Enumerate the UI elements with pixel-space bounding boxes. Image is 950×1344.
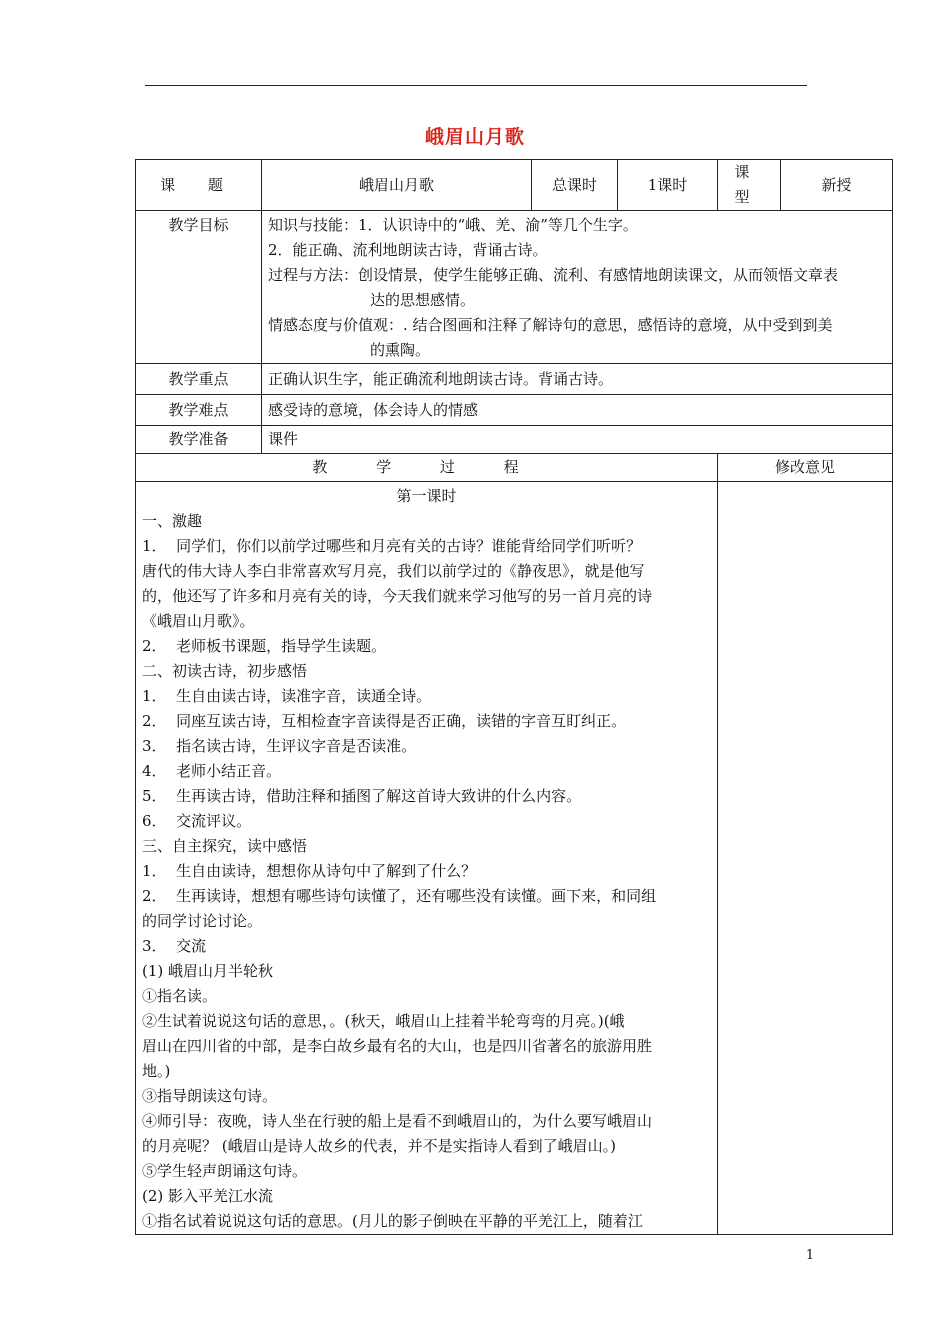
- document-title: 峨眉山月歌: [424, 126, 525, 148]
- objectives-row: [136, 211, 893, 364]
- process-line: 三、自主探究，读中感悟: [142, 837, 308, 855]
- preparation-row: [136, 426, 893, 454]
- type-label: 课 型: [718, 160, 781, 211]
- process-line: ③指导朗读这句诗。: [142, 1087, 278, 1105]
- process-line: 3． 交流: [142, 937, 207, 955]
- difficulty-row: [136, 395, 893, 426]
- process-line: ①指名读。: [142, 987, 218, 1005]
- process-line: ①指名试着说说这句话的意思。(月儿的影子倒映在平静的平羌江上，随着江: [142, 1212, 643, 1230]
- objective-line: 过程与方法：创设情景，使学生能够正确、流利、有感情地朗读课文，从而领悟文章表: [268, 266, 839, 284]
- process-line: 地。): [142, 1062, 171, 1080]
- process-line: 眉山在四川省的中部，是李白故乡最有名的大山，也是四川省著名的旅游用胜: [142, 1037, 653, 1055]
- process-line: 3． 指名读古诗，生评议字音是否读准。: [142, 737, 417, 755]
- process-line: 的同学讨论讨论。: [142, 912, 263, 930]
- process-line: 6． 交流评议。: [142, 812, 252, 830]
- process-line: 2． 生再读诗，想想有哪些诗句读懂了，还有哪些没有读懂。画下来，和同组: [142, 887, 657, 905]
- header-rule: [145, 85, 807, 86]
- process-row: [136, 482, 893, 1235]
- objective-line: 2．能正确、流利地朗读古诗，背诵古诗。: [268, 241, 548, 259]
- revision-notes: [718, 482, 893, 1235]
- topic-value: 峨眉山月歌: [262, 160, 532, 211]
- type-value: 新授: [781, 160, 893, 211]
- process-header: 教 学 过 程: [136, 454, 718, 482]
- process-line: 4． 老师小结正音。: [142, 762, 282, 780]
- objectives-label: 教学目标: [136, 211, 262, 364]
- objectives-content: [262, 211, 893, 364]
- process-line: (2) 影入平羌江水流: [142, 1187, 274, 1205]
- header-row: [136, 160, 893, 211]
- lesson-plan-table: [135, 159, 893, 1235]
- topic-label: 课 题: [136, 160, 262, 211]
- process-line: 的月亮呢？ (峨眉山是诗人故乡的代表，并不是实指诗人看到了峨眉山。): [142, 1137, 616, 1155]
- preparation-value: 课件: [262, 426, 893, 454]
- focus-value: 正确认识生字，能正确流利地朗读古诗。背诵古诗。: [262, 364, 893, 395]
- objective-line: 知识与技能：1．认识诗中的“峨、羌、渝”等几个生字。: [268, 216, 638, 234]
- difficulty-label: 教学难点: [136, 395, 262, 426]
- process-line: 2． 同座互读古诗，互相检查字音读得是否正确，读错的字音互盯纠正。: [142, 712, 627, 730]
- objective-line: 达的思想感情。: [370, 291, 476, 309]
- process-line: 《峨眉山月歌》。: [142, 612, 255, 630]
- objective-line: 情感态度与价值观：. 结合图画和注释了解诗句的意思，感悟诗的意境，从中受到到美: [268, 316, 833, 334]
- process-line: 唐代的伟大诗人李白非常喜欢写月亮，我们以前学过的《静夜思》，就是他写: [142, 562, 645, 580]
- process-line: 二、初读古诗，初步感悟: [142, 662, 308, 680]
- process-line: (1) 峨眉山月半轮秋: [142, 962, 274, 980]
- total-hours-label: 总课时: [532, 160, 618, 211]
- process-line: ⑤学生轻声朗诵这句诗。: [142, 1162, 308, 1180]
- process-header-row: [136, 454, 893, 482]
- process-line: 1． 同学们，你们以前学过哪些和月亮有关的古诗？谁能背给同学们听听？: [142, 537, 642, 555]
- objective-line: 的熏陶。: [370, 341, 431, 359]
- process-line: 一、激趣: [142, 512, 203, 530]
- page-number: 1: [805, 1248, 815, 1263]
- process-content: [136, 482, 718, 1235]
- process-line: ②生试着说说这句话的意思，。(秋天，峨眉山上挂着半轮弯弯的月亮。)(峨: [142, 1012, 625, 1030]
- total-hours-value: 1课时: [618, 160, 718, 211]
- difficulty-value: 感受诗的意境，体会诗人的情感: [262, 395, 893, 426]
- lesson-period-heading: 第一课时: [396, 487, 457, 505]
- revision-header: 修改意见: [718, 454, 893, 482]
- process-line: 1． 生自由读诗，想想你从诗句中了解到了什么？: [142, 862, 477, 880]
- focus-row: [136, 364, 893, 395]
- focus-label: 教学重点: [136, 364, 262, 395]
- process-line: 5． 生再读古诗，借助注释和插图了解这首诗大致讲的什么内容。: [142, 787, 582, 805]
- process-line: 1． 生自由读古诗，读准字音，读通全诗。: [142, 687, 432, 705]
- preparation-label: 教学准备: [136, 426, 262, 454]
- process-line: 2． 老师板书课题，指导学生读题。: [142, 637, 387, 655]
- process-line: ④师引导：夜晚，诗人坐在行驶的船上是看不到峨眉山的，为什么要写峨眉山: [142, 1112, 653, 1130]
- process-line: 的，他还写了许多和月亮有关的诗，今天我们就来学习他写的另一首月亮的诗: [142, 587, 653, 605]
